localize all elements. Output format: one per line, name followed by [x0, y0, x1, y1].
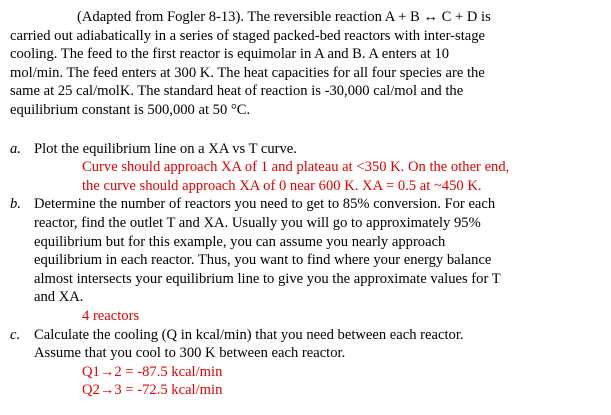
answer-line: Curve should approach XA of 1 and plateau at <350 K. On the other end, [82, 159, 510, 176]
question-line: reactor, find the outlet T and XA. Usually you will go to approximately 95% [34, 214, 481, 231]
question-letter: b. [10, 196, 21, 213]
question-a [10, 140, 601, 196]
question-line: and XA. [34, 289, 84, 306]
answer-line: Q2→3 = -72.5 kcal/min [82, 382, 223, 399]
intro-line: (Adapted from Fogler 8-13). The reversible reaction A + B ↔ C + D is [77, 9, 491, 25]
intro-line: cooling. The feed to the first reactor is equimolar in A and B. A enters at 10 [10, 46, 450, 63]
intro-line: carried out adiabatically in a series of staged packed-bed reactors with inter-stage [10, 27, 486, 44]
question-letter: c. [10, 326, 21, 343]
answer-line: 4 reactors [82, 307, 140, 324]
intro-line: same at 25 cal/molK. The standard heat of reaction is -30,000 cal/mol and the [10, 83, 464, 100]
answer-line: Q1→2 = -87.5 kcal/min [82, 363, 223, 380]
question-c [10, 326, 601, 400]
question-line: almost intersects your equilibrium line to give you the approximate values for T [34, 270, 501, 287]
question-letter: a. [10, 140, 21, 157]
intro-line: equilibrium constant is 500,000 at 50 °C. [10, 101, 251, 118]
question-line: Plot the equilibrium line on a XA vs T curve. [34, 140, 297, 157]
intro-line: mol/min. The feed enters at 300 K. The heat capacities for all four species are the [10, 64, 485, 81]
answer-line: the curve should approach XA of 0 near 600 K. XA = 0.5 at ~450 K. [82, 177, 482, 194]
problem-statement [10, 8, 601, 120]
question-line: Determine the number of reactors you need to get to 85% conversion. For each [34, 196, 496, 213]
question-line: Assume that you cool to 300 K between each reactor. [34, 345, 346, 362]
question-line: equilibrium but for this example, you can assume you nearly approach [34, 233, 446, 250]
question-line: Calculate the cooling (Q in kcal/min) that you need between each reactor. [34, 326, 464, 343]
question-b [10, 195, 601, 325]
question-line: equilibrium in each reactor. Thus, you want to find where your energy balance [34, 252, 492, 269]
